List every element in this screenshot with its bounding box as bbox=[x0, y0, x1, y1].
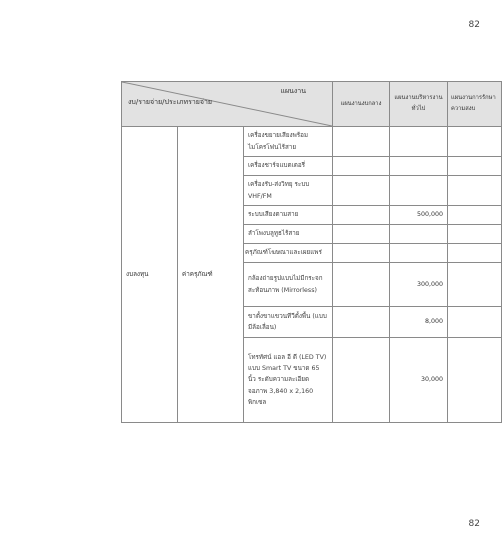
cell-value: 8,000 bbox=[390, 307, 448, 338]
cell-value bbox=[448, 176, 502, 206]
category-header-label: งบ/รายจ่าย/ประเภทรายจ่าย bbox=[128, 98, 213, 106]
cell-value bbox=[390, 225, 448, 244]
column-header: แผนงานบริหารงานทั่วไป bbox=[390, 82, 448, 127]
subgroup-label: ค่าครุภัณฑ์ bbox=[178, 127, 244, 423]
cell-value bbox=[333, 157, 390, 176]
cell-value bbox=[390, 244, 448, 263]
item-name: เครื่องชาร์จแบตเตอรี่ bbox=[244, 157, 333, 176]
cell-value bbox=[448, 206, 502, 225]
plan-header-label: แผนงาน bbox=[280, 87, 306, 95]
group-label: งบลงทุน bbox=[122, 127, 178, 423]
cell-value bbox=[390, 157, 448, 176]
page-number: 82 bbox=[468, 20, 480, 30]
cell-value: 300,000 bbox=[390, 263, 448, 307]
item-name: โทรทัศน์ แอล อี ดี (LED TV) แบบ Smart TV ขนาด 65 นิ้ว ระดับความละเอียดจอภาพ 3,840 x 2,160 พิกเซล bbox=[244, 338, 333, 423]
cell-value bbox=[390, 127, 448, 157]
page-number: 82 bbox=[468, 519, 480, 529]
cell-value bbox=[448, 225, 502, 244]
cell-value bbox=[448, 338, 502, 423]
cell-value: 500,000 bbox=[390, 206, 448, 225]
cell-value bbox=[448, 127, 502, 157]
item-name: เครื่องรับ-ส่งวิทยุ ระบบ VHF/FM bbox=[244, 176, 333, 206]
category-plan-header bbox=[122, 82, 333, 127]
cell-value bbox=[448, 307, 502, 338]
cell-value bbox=[333, 307, 390, 338]
item-name: ครุภัณฑ์โฆษณาและเผยแพร่ bbox=[244, 244, 333, 263]
item-name: ลำโพงบลูทูธไร้สาย bbox=[244, 225, 333, 244]
table-row bbox=[122, 127, 502, 157]
cell-value bbox=[333, 338, 390, 423]
column-header: แผนงานงบกลาง bbox=[333, 82, 390, 127]
cell-value bbox=[333, 225, 390, 244]
budget-table bbox=[121, 81, 502, 423]
cell-value bbox=[390, 176, 448, 206]
column-header: แผนงานการรักษาความสงบ bbox=[448, 82, 502, 127]
table-header-row bbox=[122, 82, 502, 127]
cell-value bbox=[448, 157, 502, 176]
cell-value bbox=[448, 244, 502, 263]
item-name: กล้องถ่ายรูปแบบไม่มีกระจกสะท้อนภาพ (Mirrorless) bbox=[244, 263, 333, 307]
item-name: ระบบเสียงตามสาย bbox=[244, 206, 333, 225]
cell-value bbox=[448, 263, 502, 307]
cell-value bbox=[333, 244, 390, 263]
cell-value: 30,000 bbox=[390, 338, 448, 423]
cell-value bbox=[333, 176, 390, 206]
cell-value bbox=[333, 127, 390, 157]
cell-value bbox=[333, 206, 390, 225]
item-name: เครื่องขยายเสียงพร้อมไมโครโฟนไร้สาย bbox=[244, 127, 333, 157]
item-name: ขาตั้งขาแขวนทีวีตั้งพื้น (แบบมีล้อเลื่อน) bbox=[244, 307, 333, 338]
cell-value bbox=[333, 263, 390, 307]
